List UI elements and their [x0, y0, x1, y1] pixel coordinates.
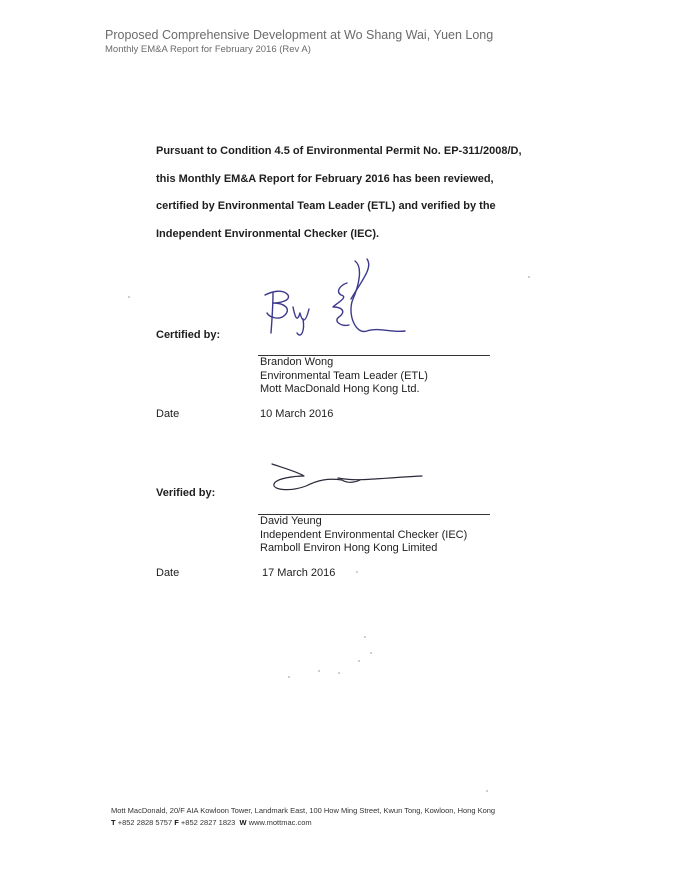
scan-speck — [364, 636, 366, 638]
certification-statement — [156, 143, 576, 253]
verified-date-label: Date — [156, 567, 180, 579]
etl-signature — [255, 255, 425, 345]
verifier-name: David Yeung — [260, 515, 322, 527]
scan-speck — [370, 652, 372, 654]
certifier-name: Brandon Wong — [260, 356, 334, 368]
certified-by-label: Certified by: — [156, 329, 221, 341]
iec-signature — [268, 458, 428, 498]
footer-address: Mott MacDonald, 20/F AIA Kowloon Tower, Landmark East, 100 How Ming Street, Kwun Tong, Kowloon, Hong Kong — [111, 806, 496, 815]
statement-line: Pursuant to Condition 4.5 of Environmental Permit No. EP-311/2008/D, — [156, 145, 522, 157]
verified-date: 17 March 2016 — [262, 567, 336, 579]
web-address: www.mottmac.com — [248, 818, 312, 827]
fax-number: +852 2827 1823 — [180, 818, 236, 827]
scan-speck — [486, 790, 488, 792]
scan-speck — [528, 276, 530, 278]
scan-speck — [358, 660, 360, 662]
scan-speck — [318, 670, 320, 672]
web-label: W — [239, 818, 247, 827]
verifier-company: Ramboll Environ Hong Kong Limited — [260, 542, 438, 554]
certifier-details — [260, 356, 428, 397]
verifier-details — [260, 515, 467, 556]
document-header-subtitle: Monthly EM&A Report for February 2016 (Rev A) — [105, 44, 311, 55]
fax-label: F — [174, 818, 179, 827]
scan-speck — [288, 676, 290, 678]
verified-by-label: Verified by: — [156, 487, 216, 499]
phone-number: +852 2828 5757 — [117, 818, 173, 827]
certified-date-label: Date — [156, 408, 180, 420]
certified-date: 10 March 2016 — [260, 408, 334, 420]
scan-speck — [128, 296, 130, 298]
phone-label: T — [111, 818, 116, 827]
statement-line: Independent Environmental Checker (IEC). — [156, 227, 380, 240]
scan-speck — [338, 672, 340, 674]
document-header-title: Proposed Comprehensive Development at Wo Shang Wai, Yuen Long — [105, 28, 494, 42]
certifier-role: Environmental Team Leader (ETL) — [260, 369, 428, 382]
statement-line: certified by Environmental Team Leader (ETL) and verified by the — [156, 200, 496, 212]
footer-contact — [111, 818, 312, 827]
statement-line: this Monthly EM&A Report for February 2016 has been reviewed, — [156, 172, 494, 185]
verifier-role: Independent Environmental Checker (IEC) — [260, 528, 468, 541]
scan-speck — [356, 571, 358, 573]
certifier-company: Mott MacDonald Hong Kong Ltd. — [260, 383, 420, 395]
